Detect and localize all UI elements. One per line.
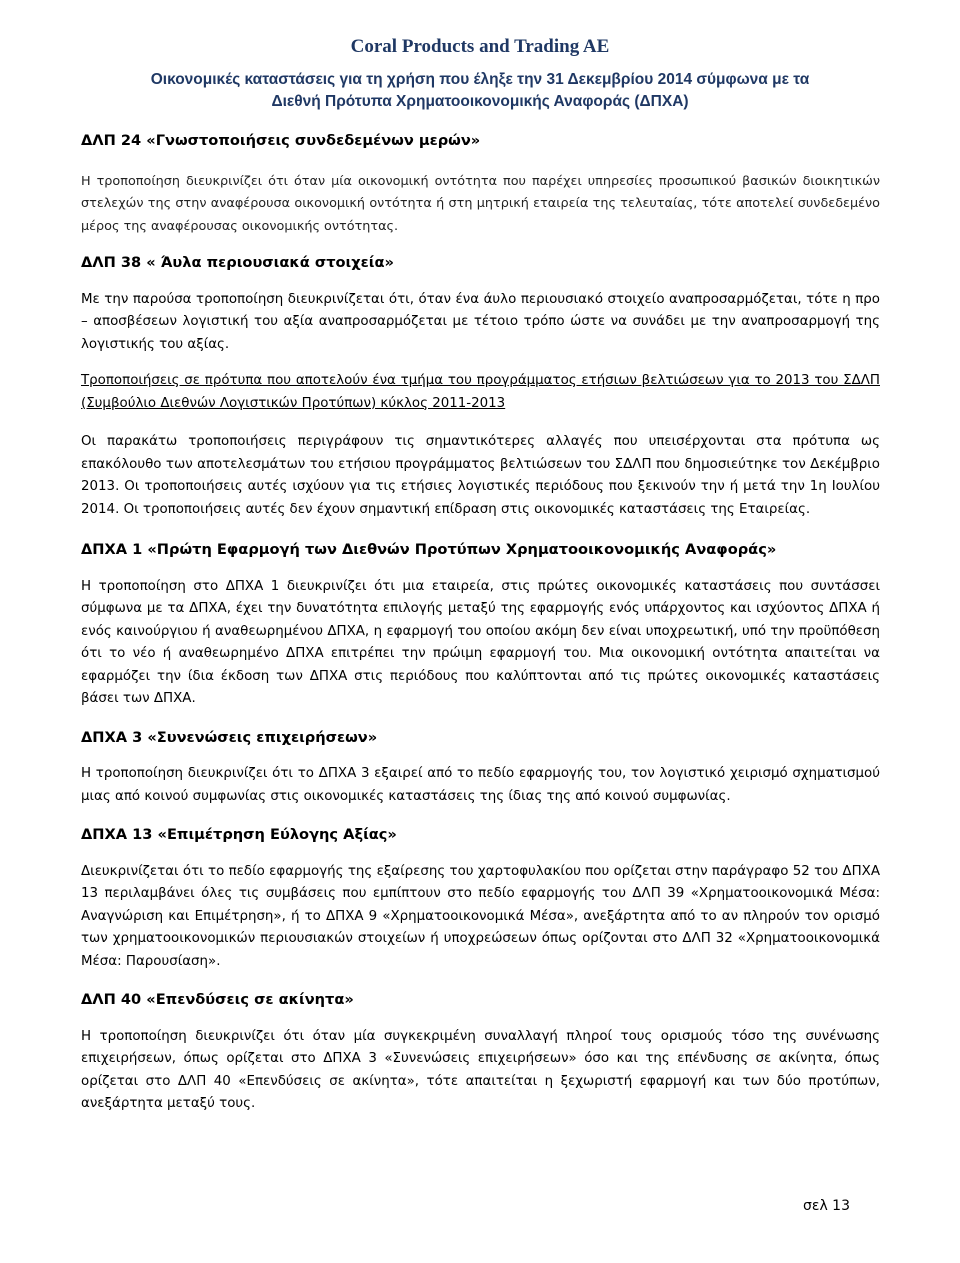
- dpxa3-heading: ΔΠΧΑ 3 «Συνενώσεις επιχειρήσεων»: [81, 728, 378, 746]
- dlp24-paragraph: Η τροποποίηση διευκρινίζει ότι όταν μία οικονομική οντότητα που παρέχει υπηρεσίες προσωπικού βασικών διοικητικών στελεχών της στην αναφέρουσα οικονομική οντότητα ή στη μητρική εταιρεία της τελευταίας, τότε αποτελεί συνδεδεμένο μέρος της αναφέρουσας οικονομικής οντότητας.: [81, 173, 880, 234]
- dlp40-paragraph: Η τροποποίηση διευκρινίζει ότι όταν μία συγκεκριμένη συναλλαγή πληροί τους ορισμούς τόσο της συνένωσης επιχειρήσεων, όπως ορίζεται στο ΔΠΧΑ 3 «Συνενώσεις επιχειρήσεων» όσο και της επένδυσης σε ακίνητα, όπως ορίζεται στο ΔΛΠ 40 «Επενδύσεις σε ακίνητα», τότε απαιτείται η ξεχωριστή εφαρμογή και των δύο προτύπων, ανεξάρτητα μεταξύ τους.: [81, 1028, 880, 1111]
- improvements-cycle-heading: Τροποποιήσεις σε πρότυπα που αποτελούν ένα τμήμα του προγράμματος ετήσιων βελτιώσεων για το 2013 του ΣΔΛΠ (Συμβούλιο Διεθνών Λογιστικών Προτύπων) κύκλος 2011-2013: [81, 373, 880, 411]
- improvements-cycle-paragraph: Οι παρακάτω τροποποιήσεις περιγράφουν τις σημαντικότερες αλλαγές που υπεισέρχονται στα πρότυπα ως επακόλουθο των αποτελεσμάτων του ετήσιου προγράμματος βελτιώσεων του ΣΔΛΠ που δημοσιεύτηκε τον Δεκέμβριο 2013. Οι τροποποιήσεις αυτές ισχύουν για τις ετήσιες λογιστικές περιόδους που ξεκινούν την ή μετά την 1η Ιουλίου 2014. Οι τροποποιήσεις αυτές δεν έχουν σημαντική επίδραση στις οικονομικές καταστάσεις της Εταιρείας.: [81, 434, 880, 517]
- page-number: σελ 13: [803, 1198, 850, 1214]
- company-name: Coral Products and Trading AE: [350, 36, 610, 57]
- dpxa13-paragraph: Διευκρινίζεται ότι το πεδίο εφαρμογής της εξαίρεσης του χαρτοφυλακίου που ορίζεται στην παράγραφο 52 του ΔΠΧΑ 13 περιλαμβάνει όλες τις συμβάσεις που εμπίπτουν στο πεδίο εφαρμογής του ΔΛΠ 39 «Χρηματοοικονομικά Μέσα: Αναγνώριση και Επιμέτρηση», ή το ΔΠΧΑ 9 «Χρηματοοικονομικά Μέσα», ανεξάρτητα από το αν πληρούν τον ορισμό των χρηματοοικονομικών περιουσιακών στοιχείων ή υποχρεώσεων όπως ορίζονται στο ΔΛΠ 32 «Χρηματοοικονομικά Μέσα: Παρουσίαση».: [81, 863, 880, 969]
- dpxa13-heading: ΔΠΧΑ 13 «Επιμέτρηση Εύλογης Αξίας»: [81, 826, 397, 843]
- dpxa1-heading: ΔΠΧΑ 1 «Πρώτη Εφαρμογή των Διεθνών Προτύπων Χρηματοοικονομικής Αναφοράς»: [81, 541, 777, 558]
- dlp24-heading: ΔΛΠ 24 «Γνωστοποιήσεις συνδεδεμένων μερών»: [81, 132, 481, 149]
- document-subtitle-line1: Οικονομικές καταστάσεις για τη χρήση που έληξε την 31 Δεκεμβρίου 2014 σύμφωνα με τα: [150, 71, 810, 88]
- dpxa3-paragraph: Η τροποποίηση διευκρινίζει ότι το ΔΠΧΑ 3 εξαιρεί από το πεδίο εφαρμογής του, τον λογιστικό χειρισμό σχηματισμού μιας από κοινού συμφωνίας στις οικονομικές καταστάσεις της ίδιας της από κοινού συμφωνίας.: [81, 766, 880, 804]
- document-subtitle-line2: Διεθνή Πρότυπα Χρηματοοικονομικής Αναφοράς (ΔΠΧΑ): [271, 93, 689, 110]
- document-body: [81, 130, 880, 1132]
- dlp40-heading: ΔΛΠ 40 «Επενδύσεις σε ακίνητα»: [81, 991, 354, 1008]
- dlp38-heading: ΔΛΠ 38 « Άυλα περιουσιακά στοιχεία»: [81, 254, 394, 271]
- dpxa1-paragraph: Η τροποποίηση στο ΔΠΧΑ 1 διευκρινίζει ότι μια εταιρεία, στις πρώτες οικονομικές καταστάσεις που συντάσσει σύμφωνα με τα ΔΠΧΑ, έχει την δυνατότητα επιλογής μεταξύ της εφαρμογής ενός υπάρχοντος και ισχύοντος ΔΠΧΑ ή ενός καινούργιου ή αναθεωρημένου ΔΠΧΑ, η εφαρμογή του οποίου ακόμη δεν είναι υποχρεωτική, υπό την προϋπόθεση ότι το νέο ή αναθεωρημένο ΔΠΧΑ επιτρέπει την πρώιμη εφαρμογή του. Μια οικονομική οντότητα απαιτείται να εφαρμόζει την ίδια έκδοση των ΔΠΧΑ στις περιόδους που καλύπτονται από τις πρώτες οικονομικές καταστάσεις βάσει των ΔΠΧΑ.: [81, 578, 880, 706]
- dlp38-paragraph: Με την παρούσα τροποποίηση διευκρινίζεται ότι, όταν ένα άυλο περιουσιακό στοιχείο αναπροσαρμόζεται, τότε η προ – αποσβέσεων λογιστική του αξία αναπροσαρμόζεται με τέτοιο τρόπο ώστε να συνάδει με την αναπροσαρμογή της λογιστικής του αξίας.: [81, 291, 880, 352]
